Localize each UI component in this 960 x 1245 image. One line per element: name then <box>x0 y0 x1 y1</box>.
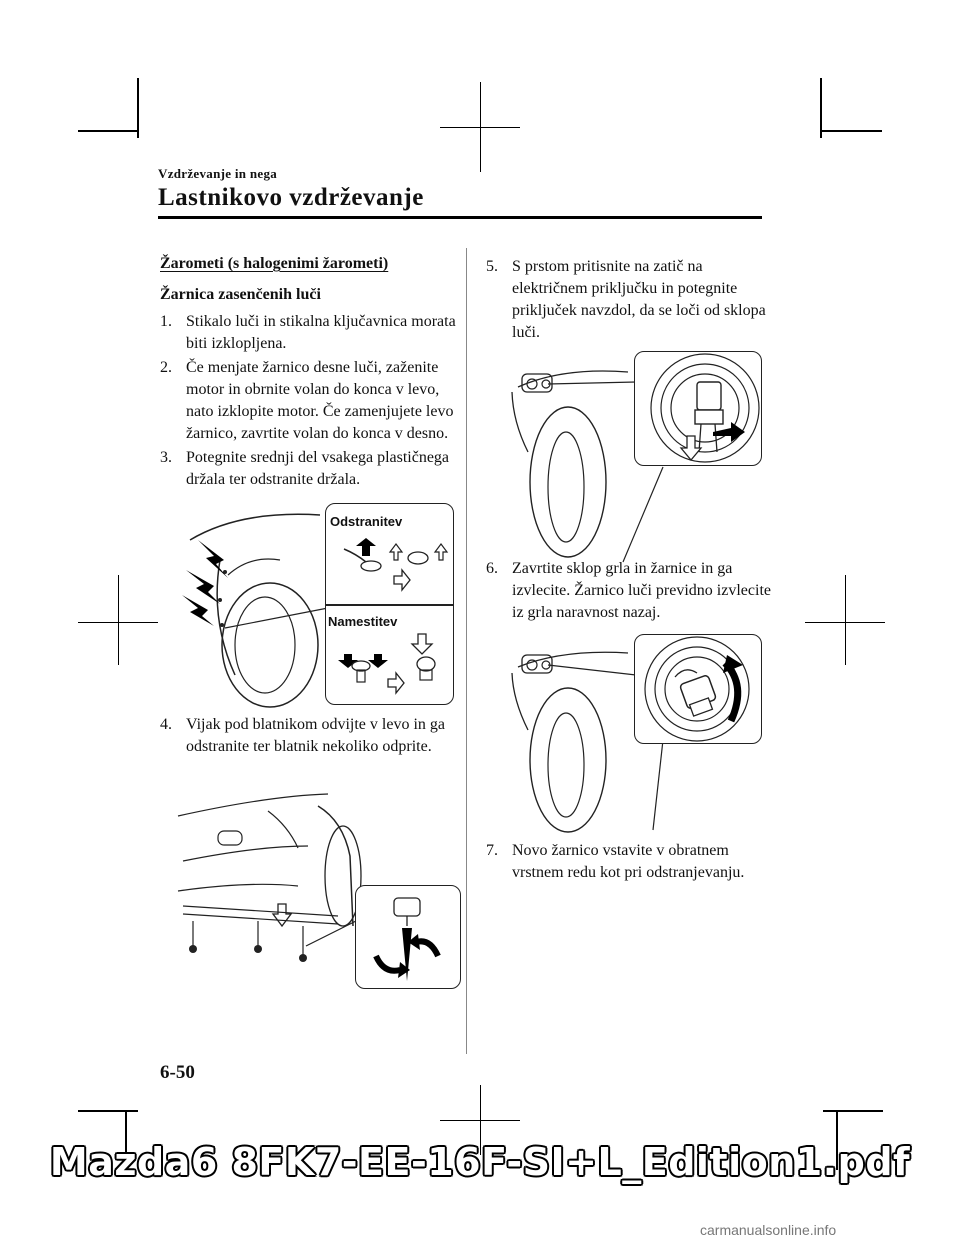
section-heading: Žarometi (s halogenimi žarometi) <box>160 255 389 272</box>
footer-filename: Mazda6 8FK7-EE-16F-SI+L_Edition1.pdf <box>49 1140 911 1184</box>
section-name: Vzdrževanje in nega <box>158 166 278 181</box>
page-number: 6-50 <box>160 1062 195 1083</box>
step-item: 3. Potegnite srednji del vsakega plastičnega držala ter odstranite držala. <box>160 449 450 488</box>
label-remove: Odstranitev <box>330 514 403 529</box>
step-item: 1. Stikalo luči in stikalna ključavnica morata biti izklopljena. <box>160 313 456 352</box>
step-item: 5. S prstom pritisnite na zatič na električnem priključku in potegnite priključek navzdol, da se loči od sklopa luči. <box>486 258 766 341</box>
step-list-5 <box>486 840 776 886</box>
inset-bulb <box>634 634 762 744</box>
step-list-1 <box>160 311 460 493</box>
step-list-2 <box>160 714 460 760</box>
step-item: 6. Zavrtite sklop grla in žarnice in ga izvlecite. Žarnico luči previdno izvlecite iz grla naravnost nazaj. <box>486 560 771 621</box>
column-divider <box>466 248 467 1054</box>
inset-connector <box>634 351 762 466</box>
page-title: Lastnikovo vzdrževanje <box>158 184 424 211</box>
step-item: 7. Novo žarnico vstavite v obratnem vrstnem redu kot pri odstranjevanju. <box>486 842 745 881</box>
step-item: 2. Če menjate žarnico desne luči, zaženite motor in obrnite volan do konca v levo, nato izklopite motor. Če zamenjujete levo žarnico, zavrtite volan do konca v desno. <box>160 359 454 442</box>
step-list-4 <box>486 558 776 626</box>
watermark: carmanualsonline.info <box>700 1222 837 1238</box>
inset-clips <box>325 503 454 705</box>
header-rule <box>158 216 762 219</box>
subsection-heading: Žarnica zasenčenih luči <box>160 286 321 303</box>
label-install: Namestitev <box>328 614 398 629</box>
step-item: 4. Vijak pod blatnikom odvijte v levo in ga odstranite ter blatnik nekoliko odprite. <box>160 716 445 755</box>
inset-screw <box>355 885 461 989</box>
step-list-3 <box>486 256 776 346</box>
